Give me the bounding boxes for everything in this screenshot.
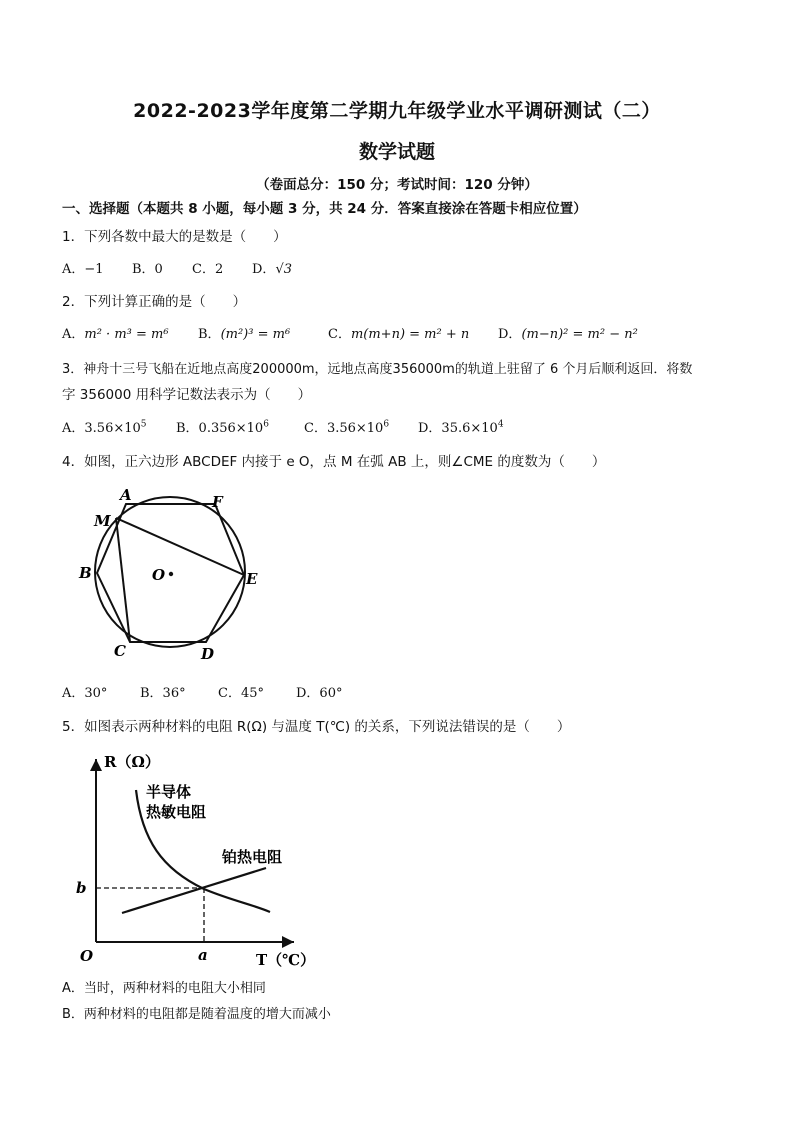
q5-platinum-label: 铂热电阻 [222,848,283,866]
q5-stem: 5．如图表示两种材料的电阻 R(Ω) 与温度 T(℃) 的关系，下列说法错误的是（ ） [62,719,571,735]
q5-x-mark-label: a [198,946,208,964]
q4-segment-mc [116,518,130,642]
q3-option-a [62,417,176,436]
q4-label-m: M [94,512,111,530]
q4-hexagon-figure [70,482,270,667]
q4-label-e: E [246,570,258,588]
q1-option-d [252,258,292,277]
q4-stem: 4．如图，正六边形 ABCDEF 内接于 e O，点 M 在弧 AB 上，则∠CME 的度数为（ ） [62,454,606,470]
q2-option-d-label: D． [498,327,522,342]
q3-option-b-base: B．0.356×10 [176,421,264,436]
exam-title: 2022-2023学年度第二学期九年级学业水平调研测试（二） [133,100,661,122]
q2-option-b [198,323,328,342]
q2-option-a-expr: m² · m³ = m⁶ [84,327,169,342]
section-heading: 一、选择题（本题共 8 小题，每小题 3 分，共 24 分．答案直接涂在答题卡相应位置） [62,201,587,217]
q3-stem-line1: 3．神舟十三号飞船在近地点高度200000m，远地点高度356000m的轨道上驻留了 6 个月后顺利返回．将数 [62,362,693,377]
q3-stem-line2: 字 356000 用科学记数法表示为（ ） [62,387,312,403]
q2-option-d [498,323,638,342]
q5-y-mark-label: b [76,879,87,897]
q3-option-a-exp: 5 [140,419,147,430]
q4-label-b: B [79,564,92,582]
q1-option-a: A．−1 [62,262,104,277]
q3-option-b-exp: 6 [263,419,269,430]
q4-label-c: C [114,642,126,660]
q4-option-b: B．36° [140,686,186,701]
q3-option-a-base: A．3.56×10 [62,421,141,436]
q2-option-b-expr: (m²)³ = m⁶ [220,327,291,342]
q3-option-c-exp: 6 [383,419,390,430]
q5-semiconductor-label-1: 半导体 [146,783,192,801]
q4-option-a: A．30° [62,686,108,701]
q2-option-a [62,323,198,342]
q1-option-c: C．2 [192,262,224,277]
exam-subtitle: 数学试题 [358,141,435,163]
q1-stem: 1．下列各数中最大的是数是（ ） [62,229,287,245]
q2-options [62,323,638,342]
q5-platinum-line [122,868,266,913]
q5-option-b: B．两种材料的电阻都是随着温度的增大而减小 [62,1007,331,1022]
q5-semiconductor-label-2: 热敏电阻 [146,803,207,821]
q3-option-d-base: D．35.6×10 [418,421,498,436]
q4-label-f: F [212,493,223,511]
q3-option-b [176,417,304,436]
q4-options [62,682,342,701]
q1-options [62,258,292,277]
exam-info: （卷面总分：150 分；考试时间：120 分钟） [256,177,538,193]
q1-option-d-label: D． [252,262,276,277]
q2-option-c-expr: m(m+n) = m² + n [350,327,470,342]
q4-option-d: D．60° [296,686,343,701]
q4-center-dot [169,572,173,576]
q5-origin-label: O [80,947,94,965]
q5-resistance-graph [70,745,330,970]
q5-option-a: A．当时，两种材料的电阻大小相同 [62,981,266,996]
q2-option-a-label: A． [62,327,85,342]
q2-option-b-label: B． [198,327,221,342]
q5-y-axis-label: R（Ω） [104,753,160,771]
q3-option-c-base: C．3.56×10 [304,421,384,436]
q4-label-o: O [152,566,166,584]
q3-option-d-exp: 4 [497,419,504,430]
q2-option-c [328,323,498,342]
q2-option-c-label: C． [328,327,351,342]
q3-option-c [304,417,418,436]
q1-option-b: B．0 [132,262,163,277]
q2-stem: 2．下列计算正确的是（ ） [62,294,247,310]
q4-option-c: C．45° [218,686,264,701]
q3-options [62,417,504,436]
q1-option-d-expr: √3 [275,262,292,277]
q5-x-axis-label: T（℃） [256,951,316,969]
q2-option-d-expr: (m−n)² = m² − n² [521,327,638,342]
q3-option-d [418,417,504,436]
q4-label-a: A [120,486,132,504]
q4-label-d: D [201,645,215,663]
